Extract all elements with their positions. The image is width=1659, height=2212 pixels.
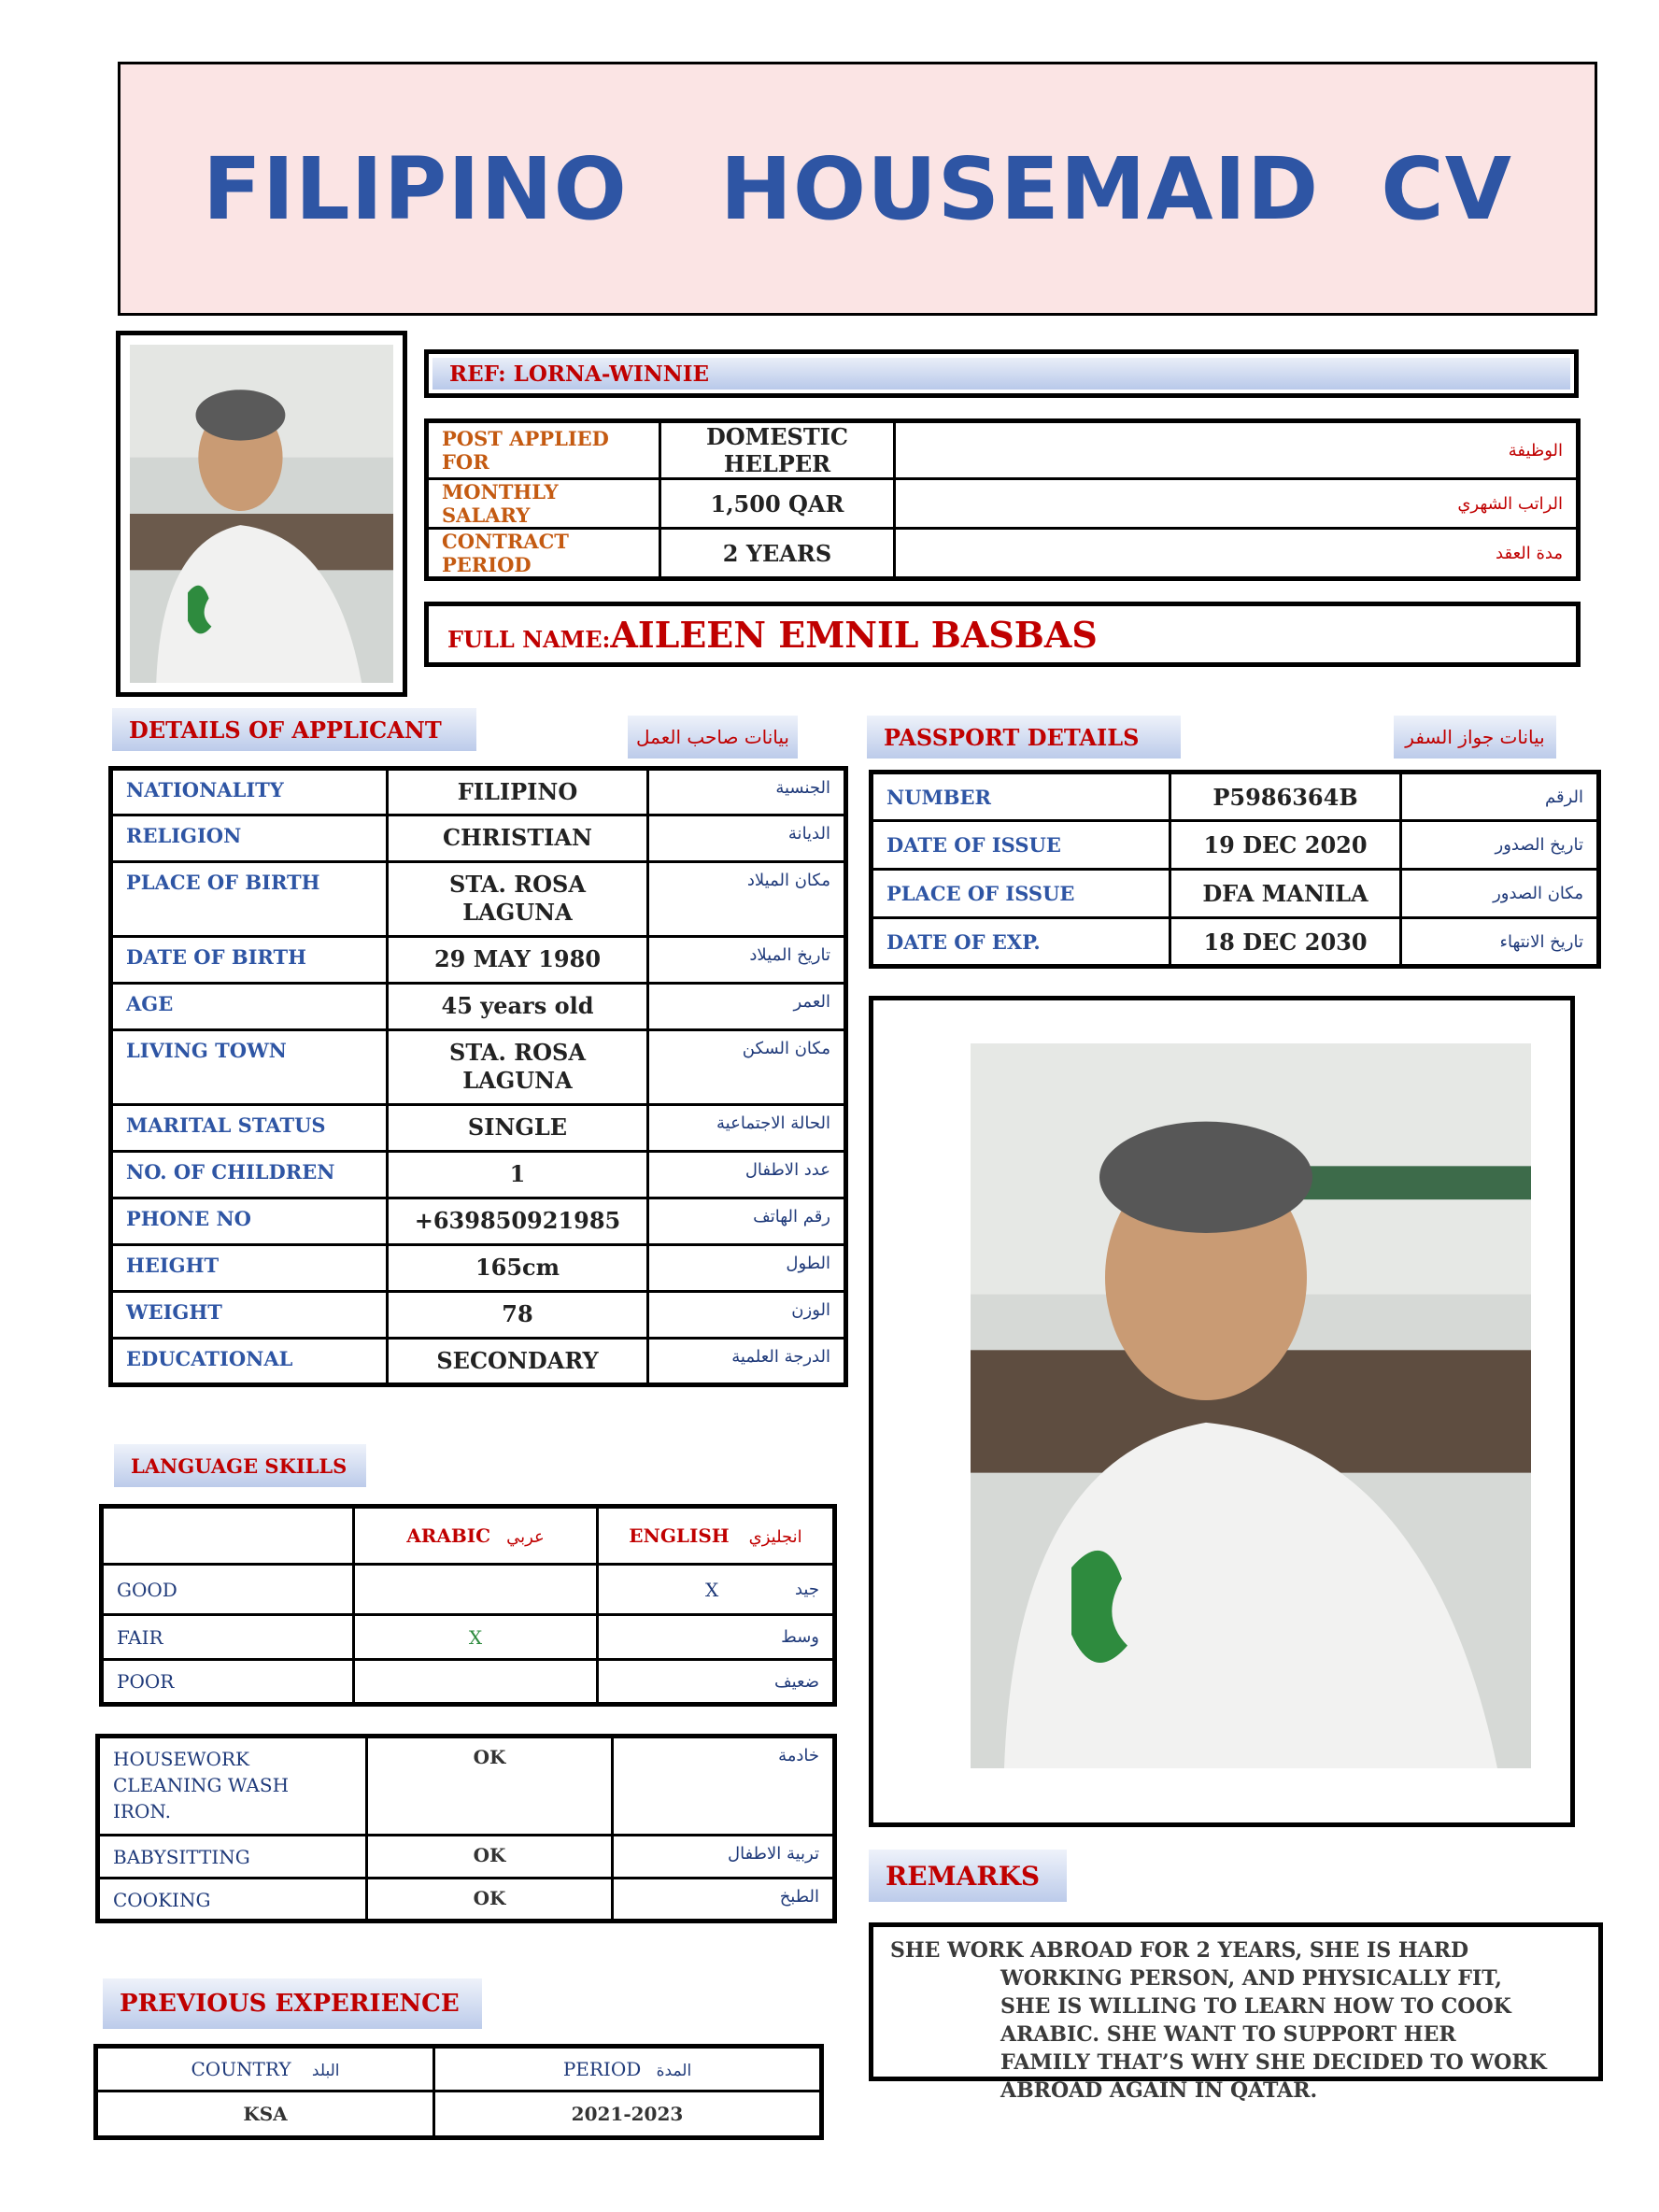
applicant-value: STA. ROSA LAGUNA — [388, 862, 648, 937]
applicant-label-ar: مكان الميلاد — [648, 862, 846, 937]
job-row — [427, 479, 1579, 529]
applicant-value: 29 MAY 1980 — [388, 937, 648, 984]
passport-label: NUMBER — [872, 773, 1170, 821]
language-level: GOOD — [102, 1565, 354, 1615]
passport-heading-ar: بيانات جواز السفر — [1394, 716, 1556, 759]
language-table — [99, 1504, 837, 1707]
skill-label-ar: الطبخ — [613, 1879, 835, 1921]
page-title: FILIPINO HOUSEMAID CV — [202, 138, 1513, 239]
skill-label: HOUSEWORK CLEANING WASH IRON. — [98, 1737, 367, 1836]
applicant-row — [111, 769, 846, 815]
experience-country: KSA — [96, 2091, 434, 2138]
job-row — [427, 421, 1579, 479]
applicant-row — [111, 937, 846, 984]
applicant-label: WEIGHT — [111, 1292, 388, 1339]
english-level-cell — [598, 1660, 835, 1705]
applicant-table — [108, 766, 848, 1387]
applicant-label: RELIGION — [111, 815, 388, 862]
job-value: 2 YEARS — [660, 529, 895, 579]
experience-period: 2021-2023 — [434, 2091, 822, 2138]
applicant-value: CHRISTIAN — [388, 815, 648, 862]
language-level-ar: ضعيف — [773, 1671, 819, 1692]
applicant-value: SECONDARY — [388, 1339, 648, 1385]
applicant-value: 78 — [388, 1292, 648, 1339]
job-table — [424, 418, 1581, 581]
applicant-label-ar: الطول — [648, 1245, 846, 1292]
remarks-line: SHE WORK ABROAD FOR 2 YEARS, SHE IS HARD — [890, 1938, 1469, 1963]
language-row — [102, 1615, 835, 1660]
applicant-label-ar: عدد الاطفال — [648, 1152, 846, 1198]
language-level: FAIR — [102, 1615, 354, 1660]
applicant-row — [111, 862, 846, 937]
applicant-label: MARITAL STATUS — [111, 1105, 388, 1152]
applicant-label-ar: الدرجة العلمية — [648, 1339, 846, 1385]
english-col-label-ar: انجليزي — [748, 1527, 802, 1547]
full-name-value: AILEEN EMNIL BASBAS — [610, 613, 1098, 656]
language-level-ar: وسط — [781, 1627, 819, 1647]
passport-heading-text: PASSPORT DETAILS — [884, 723, 1140, 751]
applicant-label-ar: العمر — [648, 984, 846, 1030]
passport-label-ar: مكان الصدور — [1401, 870, 1599, 918]
applicant-row — [111, 1292, 846, 1339]
job-label: POST APPLIED FOR — [427, 421, 660, 479]
applicant-label-ar: رقم الهاتف — [648, 1198, 846, 1245]
job-value: 1,500 QAR — [660, 479, 895, 529]
passport-label-ar: تاريخ الصدور — [1401, 821, 1599, 870]
arabic-col-label: ARABIC — [406, 1524, 491, 1547]
applicant-value: 1 — [388, 1152, 648, 1198]
applicant-heading — [112, 708, 476, 751]
passport-row — [872, 773, 1599, 821]
passport-heading — [867, 716, 1181, 759]
applicant-label-ar: الديانة — [648, 815, 846, 862]
passport-row — [872, 918, 1599, 967]
remarks-line: SHE IS WILLING TO LEARN HOW TO COOK — [1000, 1994, 1511, 2019]
skill-label: BABYSITTING — [98, 1836, 367, 1879]
job-label-ar: مدة العقد — [895, 529, 1579, 579]
english-level-mark: X — [705, 1578, 719, 1601]
experience-col-country — [96, 2047, 434, 2091]
applicant-label-ar: مكان السكن — [648, 1030, 846, 1105]
applicant-label: HEIGHT — [111, 1245, 388, 1292]
applicant-row — [111, 1030, 846, 1105]
applicant-label: DATE OF BIRTH — [111, 937, 388, 984]
remarks-line: WORKING PERSON, AND PHYSICALLY FIT, — [1000, 1966, 1502, 1991]
skill-label-ar: خادمة — [613, 1737, 835, 1836]
period-col-label-ar: المدة — [656, 2062, 692, 2080]
passport-value: DFA MANILA — [1170, 870, 1401, 918]
english-col-label: ENGLISH — [629, 1524, 730, 1547]
small-photo-frame — [116, 331, 407, 697]
passport-value: 18 DEC 2030 — [1170, 918, 1401, 967]
language-level: POOR — [102, 1660, 354, 1705]
language-level-ar: جيد — [794, 1580, 819, 1599]
language-row — [102, 1565, 835, 1615]
passport-value: P5986364B — [1170, 773, 1401, 821]
job-label: CONTRACT PERIOD — [427, 529, 660, 579]
applicant-value: +639850921985 — [388, 1198, 648, 1245]
applicant-label: PHONE NO — [111, 1198, 388, 1245]
arabic-level-mark: X — [354, 1615, 598, 1660]
applicant-label: PLACE OF BIRTH — [111, 862, 388, 937]
skill-value: OK — [367, 1879, 613, 1921]
experience-heading — [103, 1978, 482, 2029]
applicant-value: STA. ROSA LAGUNA — [388, 1030, 648, 1105]
applicant-label-ar: تاريخ الميلاد — [648, 937, 846, 984]
passport-label: PLACE OF ISSUE — [872, 870, 1170, 918]
applicant-row — [111, 1245, 846, 1292]
applicant-photo-large — [971, 1043, 1531, 1768]
applicant-label: LIVING TOWN — [111, 1030, 388, 1105]
job-label-ar: الوظيفة — [895, 421, 1579, 479]
large-photo-frame — [869, 996, 1575, 1827]
remarks-box — [869, 1922, 1603, 2103]
applicant-value: 165cm — [388, 1245, 648, 1292]
applicant-heading-ar: بيانات صاحب العمل — [628, 716, 798, 759]
reference-text: REF: LORNA-WINNIE — [432, 358, 1570, 390]
title-banner — [118, 62, 1597, 316]
applicant-heading-text: DETAILS OF APPLICANT — [129, 716, 442, 744]
skill-value: OK — [367, 1836, 613, 1879]
applicant-photo-small — [130, 345, 393, 683]
remarks-heading-text: REMARKS — [886, 1860, 1041, 1892]
applicant-value: FILIPINO — [388, 769, 648, 815]
remarks-line: ABROAD AGAIN IN QATAR. — [1000, 2078, 1318, 2103]
period-col-label: PERIOD — [562, 2058, 642, 2080]
passport-value: 19 DEC 2020 — [1170, 821, 1401, 870]
job-row — [427, 529, 1579, 579]
skill-value: OK — [367, 1737, 613, 1836]
arabic-level-mark — [354, 1660, 598, 1705]
remarks-heading — [869, 1850, 1067, 1902]
skill-row — [98, 1879, 835, 1921]
skill-row — [98, 1737, 835, 1836]
reference-bar — [424, 349, 1579, 398]
applicant-row — [111, 1198, 846, 1245]
arabic-level-mark — [354, 1565, 598, 1615]
remarks-line: ARABIC. SHE WANT TO SUPPORT HER — [1000, 2022, 1456, 2047]
applicant-label: AGE — [111, 984, 388, 1030]
english-level-cell — [598, 1615, 835, 1660]
language-col-arabic — [354, 1507, 598, 1565]
language-heading — [114, 1444, 366, 1487]
job-value: DOMESTIC HELPER — [660, 421, 895, 479]
job-label-ar: الراتب الشهري — [895, 479, 1579, 529]
experience-table — [93, 2044, 824, 2140]
skill-row — [98, 1836, 835, 1879]
applicant-label-ar: الحالة الاجتماعية — [648, 1105, 846, 1152]
job-label: MONTHLY SALARY — [427, 479, 660, 529]
applicant-row — [111, 815, 846, 862]
applicant-value: 45 years old — [388, 984, 648, 1030]
applicant-label: EDUCATIONAL — [111, 1339, 388, 1385]
applicant-row — [111, 1152, 846, 1198]
passport-row — [872, 821, 1599, 870]
language-col-english — [598, 1507, 835, 1565]
applicant-label: NO. OF CHILDREN — [111, 1152, 388, 1198]
skill-label: COOKING — [98, 1879, 367, 1921]
passport-label-ar: تاريخ الانتهاء — [1401, 918, 1599, 967]
applicant-value: SINGLE — [388, 1105, 648, 1152]
applicant-row — [111, 1339, 846, 1385]
country-col-label-ar: البلد — [311, 2062, 340, 2080]
passport-label: DATE OF EXP. — [872, 918, 1170, 967]
skills-table — [95, 1734, 837, 1923]
arabic-col-label-ar: عربي — [506, 1527, 545, 1547]
country-col-label: COUNTRY — [191, 2058, 291, 2080]
english-level-cell — [598, 1565, 835, 1615]
applicant-label: NATIONALITY — [111, 769, 388, 815]
full-name-label: FULL NAME: — [447, 625, 611, 653]
experience-heading-text: PREVIOUS EXPERIENCE — [120, 1990, 460, 2018]
passport-label-ar: الرقم — [1401, 773, 1599, 821]
applicant-label-ar: الجنسية — [648, 769, 846, 815]
skill-label-ar: تربية الاطفال — [613, 1836, 835, 1879]
language-row — [102, 1660, 835, 1705]
experience-row — [96, 2091, 822, 2138]
experience-col-period — [434, 2047, 822, 2091]
passport-label: DATE OF ISSUE — [872, 821, 1170, 870]
passport-table — [869, 770, 1601, 969]
language-heading-text: LANGUAGE SKILLS — [131, 1453, 347, 1478]
applicant-label-ar: الوزن — [648, 1292, 846, 1339]
passport-row — [872, 870, 1599, 918]
applicant-row — [111, 1105, 846, 1152]
full-name-box — [424, 602, 1581, 667]
applicant-row — [111, 984, 846, 1030]
remarks-line: FAMILY THAT’S WHY SHE DECIDED TO WORK — [1000, 2050, 1547, 2075]
